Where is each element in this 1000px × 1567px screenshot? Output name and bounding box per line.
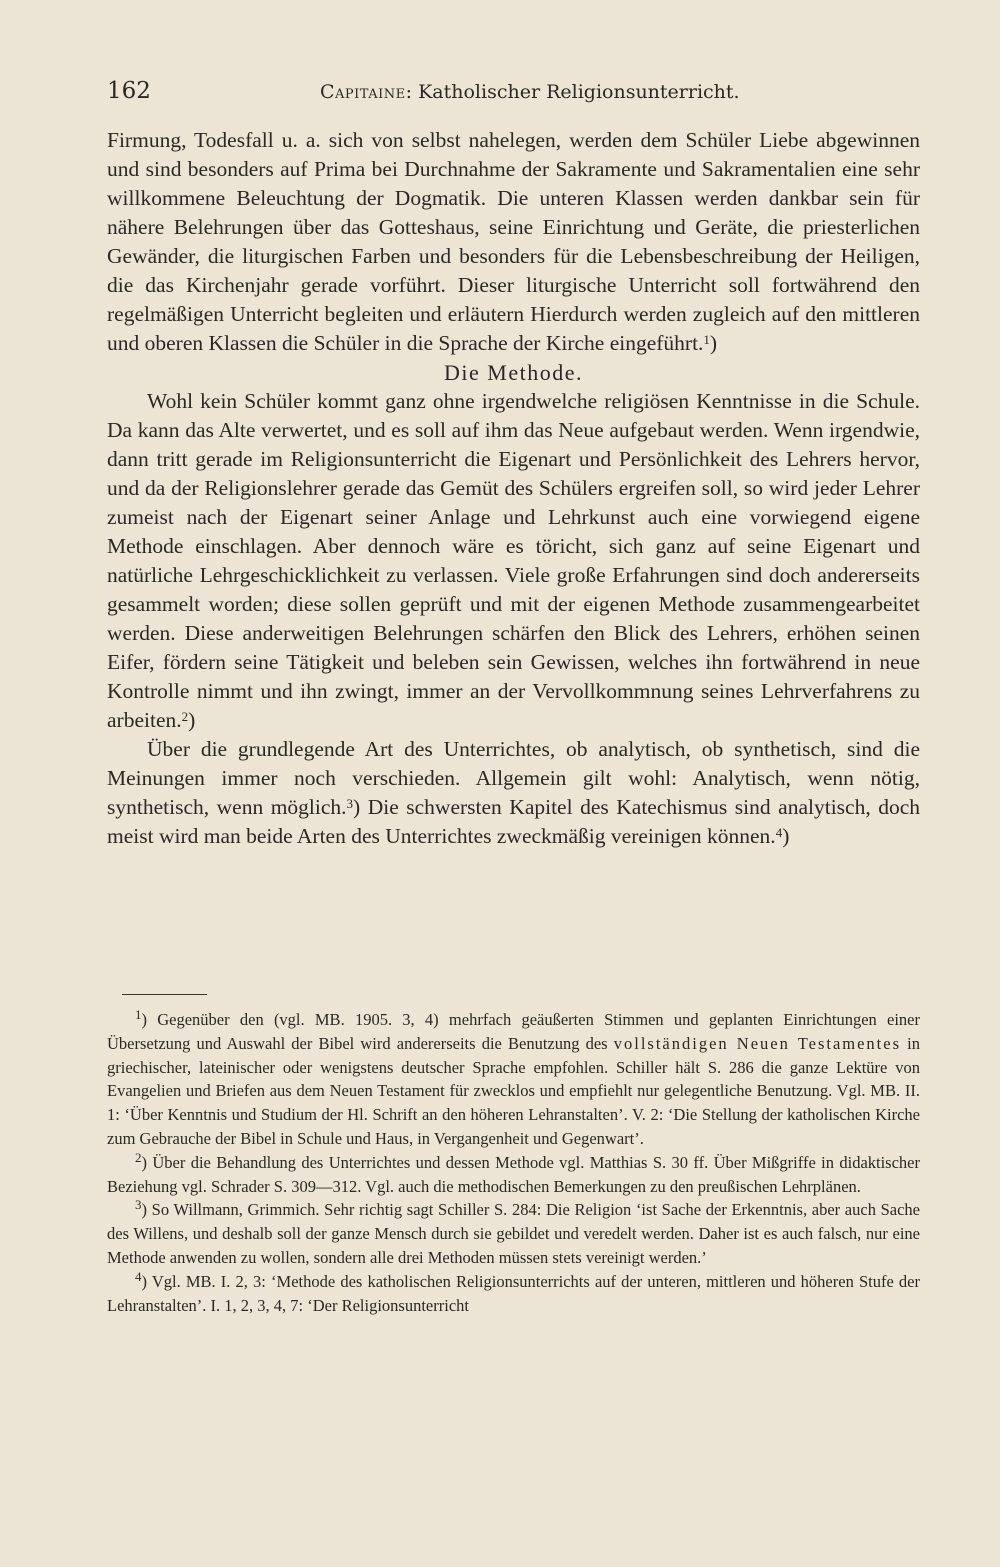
footnote-emphasis: vollständigen Neuen Testamentes	[613, 1033, 902, 1053]
footnote	[107, 1008, 920, 1151]
footnote-ref: 3	[346, 796, 354, 811]
paragraph	[107, 735, 920, 851]
footnote-divider	[122, 994, 207, 995]
footnote-ref: 1	[703, 332, 710, 347]
section-heading: Die Methode.	[444, 360, 583, 385]
footnote-ref: 2	[181, 709, 189, 724]
paren: )	[709, 331, 718, 355]
footnote-mark: 4	[135, 1268, 142, 1284]
running-title	[320, 81, 740, 103]
author-name: Capitaine	[320, 81, 406, 103]
footnote-mark: 2	[135, 1149, 142, 1165]
footnote-text: ) Vgl. MB. I. 2, 3: ‘Methode des katholischen Religionsunterrichts auf der unteren, mittleren und höheren Stufe der Lehranstalten’. I. 1, 2, 3, 4, 7: ‘Der Religionsunterricht	[107, 1271, 920, 1315]
paragraph-text: Wohl kein Schüler kommt ganz ohne irgendwelche religiösen Kenntnisse in die Schule. Da kann das Alte verwertet, und es soll auf ihm das Neue aufgebaut werden. Wenn irgendwie, dann tritt gerade im Religionsunterricht die Eigenart und Persönlichkeit des Lehrers hervor, und da der Religionslehrer gerade das Gemüt des Schülers ergreifen soll, so wird jeder Lehrer zumeist nach der Eigenart seiner Anlage und Lehrkunst auch eine vorwiegend eigene Methode einschlagen. Aber dennoch wäre es töricht, sich ganz auf seine Eigenart und natürliche Lehrgeschicklichkeit zu verlassen. Viele große Erfahrungen sind doch andererseits gesammelt worden; diese sollen geprüft und mit der eigenen Methode zusammengearbeitet werden. Diese anderweitigen Belehrungen schärfen den Blick des Lehrers, erhöhen seinen Eifer, fördern seine Tätigkeit und beleben sein Gewissen, welches ihn fortwährend in neue Kontrolle nimmt und ihn zwingt, immer an der Vervollkommnung seines Lehrverfahrens zu arbeiten.	[107, 389, 920, 732]
footnote-mark: 1	[135, 1007, 142, 1022]
footnote	[107, 1198, 920, 1269]
footnote-text: ) Gegenüber den (vgl. MB. 1905. 3, 4) mehrfach geäußerten Stimmen und geplanten Einrichtungen einer Übersetzung und Auswahl der Bibel wird andererseits die Benutzung des	[107, 1010, 920, 1053]
running-title-text: : Katholischer Religionsunterricht.	[405, 81, 740, 103]
paragraph	[107, 387, 920, 735]
footnote-text: in griechischer, lateinischer oder wenigstens deutscher Sprache empfohlen. Schiller hält S. 286 die ganze Lektüre von Evangelien und Briefen aus dem Neuen Testament für zwecklos und empfiehlt nur gelegentliche Benutzung. Vgl. MB. II. 1: ‘Über Kenntnis und Studium der Hl. Schrift an den höheren Lehranstalten’. V. 2: ‘Die Stellung der katholischen Kirche zum Gebrauche der Bibel in Schule und Haus, in Vergangenheit und Gegenwart’.	[107, 1033, 920, 1148]
footnote-ref: 4	[775, 825, 783, 840]
paragraph-text: Über die grundlegende Art des Unterrichtes, ob analytisch, ob synthetisch, sind die Meinungen immer noch verschieden. Allgemein gilt wohl: Analytisch, wenn nötig, synthetisch, wenn möglich.	[107, 737, 920, 819]
footnote-mark: 3	[135, 1197, 142, 1213]
footnote	[107, 1270, 920, 1318]
paragraph	[107, 126, 920, 358]
running-header	[107, 78, 920, 112]
footnotes	[107, 1008, 920, 1317]
main-text	[107, 126, 920, 851]
page-number: 162	[107, 78, 151, 104]
footnote-text: ) So Willmann, Grimmich. Sehr richtig sagt Schiller S. 284: Die Religion ‘ist Sache der Erkenntnis, aber auch Sache des Willens, und deshalb soll der ganze Mensch durch sie gebildet und veredelt werden. Daher ist es auch falsch, nur eine Methode anwenden zu wollen, sondern alle drei Methoden müssen stets vereinigt werden.’	[107, 1200, 920, 1267]
paragraph-text: ) Die schwersten Kapitel des Katechismus sind analytisch, doch meist wird man beide Arten des Unterrichtes zweckmäßig vereinigen können.	[107, 795, 920, 848]
paragraph-text: Firmung, Todesfall u. a. sich von selbst nahelegen, werden dem Schüler Liebe abgewinnen und sind besonders auf Prima bei Durchnahme der Sakramente und Sakramentalien eine sehr willkommene Beleuchtung der Dogmatik. Die unteren Klassen werden dankbar sein für nähere Belehrungen über das Gotteshaus, seine Einrichtung und Geräte, die priesterlichen Gewänder, die liturgischen Farben und besonders für die Lebensbeschreibung der Heiligen, die das Kirchenjahr gerade vorführt. Dieser liturgische Unterricht soll fortwährend den regelmäßigen Unterricht begleiten und erläutern Hierdurch werden zugleich auf den mittleren und oberen Klassen die Schüler in die Sprache der Kirche eingeführt.	[107, 128, 920, 355]
paren: )	[188, 708, 196, 732]
footnote-text: ) Über die Behandlung des Unterrichtes und dessen Methode vgl. Matthias S. 30 ff. Über Mißgriffe in didaktischer Beziehung vgl. Schrader S. 309—312. Vgl. auch die methodischen Bemerkungen zu den preußischen Lehrplänen.	[107, 1152, 920, 1196]
paren: )	[782, 824, 790, 848]
footnote	[107, 1151, 920, 1199]
